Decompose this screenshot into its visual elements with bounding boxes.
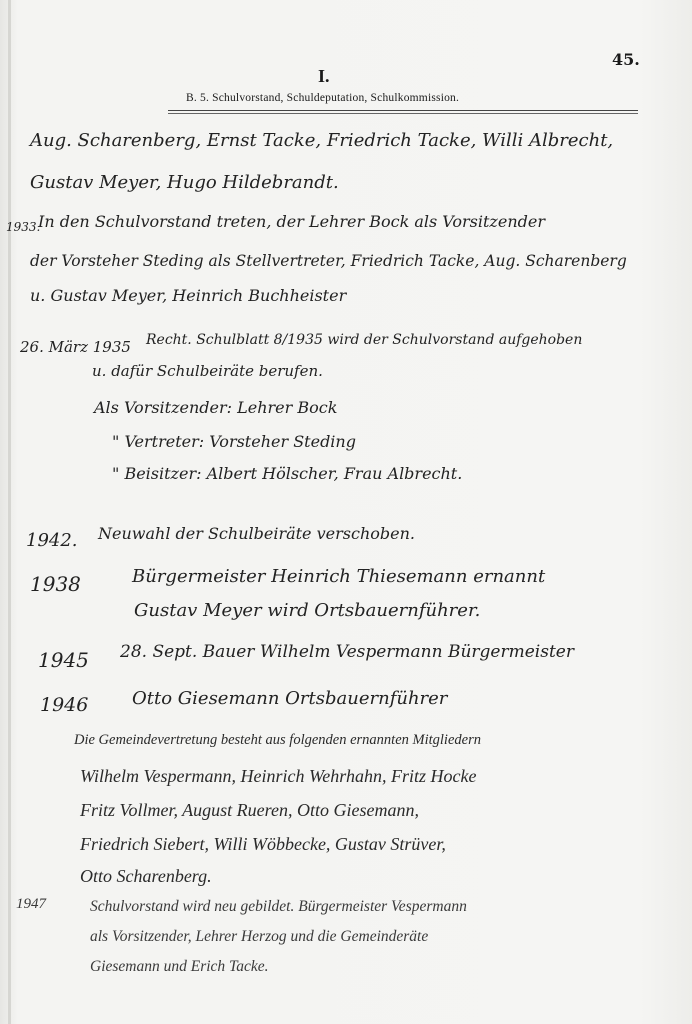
entry-line: In den Schulvorstand treten, der Lehrer Bock als Vorsitzender <box>38 212 545 231</box>
entry-line: Otto Scharenberg. <box>80 866 212 886</box>
entry-line: Neuwahl der Schulbeiräte verschoben. <box>98 524 415 543</box>
entry-year: 1938 <box>30 572 81 596</box>
section-subtitle: B. 5. Schulvorstand, Schuldeputation, Schulkommission. <box>186 92 460 104</box>
entry-line: " Beisitzer: Albert Hölscher, Frau Albrecht. <box>112 464 463 483</box>
entry-line: Aug. Scharenberg, Ernst Tacke, Friedrich Tacke, Willi Albrecht, <box>30 130 614 151</box>
entry-line: Schulvorstand wird neu gebildet. Bürgermeister Vespermann <box>90 898 467 915</box>
entry-year: 1942. <box>26 530 78 551</box>
entry-line: Wilhelm Vespermann, Heinrich Wehrhahn, Fritz Hocke <box>80 766 477 786</box>
entry-line: Fritz Vollmer, August Rueren, Otto Giesemann, <box>80 800 419 820</box>
entry-line: Die Gemeindevertretung besteht aus folgenden ernannten Mitgliedern <box>74 732 481 748</box>
entry-line: Otto Giesemann Ortsbauernführer <box>132 688 448 709</box>
page-number: 45. <box>612 50 640 69</box>
entry-line: der Vorsteher Steding als Stellvertreter, Friedrich Tacke, Aug. Scharenberg <box>30 252 627 270</box>
entry-line: Gustav Meyer, Hugo Hildebrandt. <box>30 172 339 193</box>
entry-line: Gustav Meyer wird Ortsbauernführer. <box>134 600 481 621</box>
entry-year: 1946 <box>40 694 89 716</box>
header-rule <box>168 110 638 111</box>
entry-line: " Vertreter: Vorsteher Steding <box>112 432 356 451</box>
entry-line: Friedrich Siebert, Willi Wöbbecke, Gustav Strüver, <box>80 834 446 854</box>
section-roman-numeral: I. <box>318 66 330 86</box>
entry-line: Als Vorsitzender: Lehrer Bock <box>94 398 338 417</box>
entry-line: Recht. Schulblatt 8/1935 wird der Schulvorstand aufgehoben <box>146 332 583 348</box>
entry-year: 1933. <box>6 220 41 234</box>
entry-line: 28. Sept. Bauer Wilhelm Vespermann Bürgermeister <box>120 642 574 662</box>
entry-line: u. dafür Schulbeiräte berufen. <box>92 362 323 380</box>
page-edge-shadow <box>8 0 11 1024</box>
entry-line: u. Gustav Meyer, Heinrich Buchheister <box>30 286 347 305</box>
header-rule-double <box>168 113 638 114</box>
entry-year: 26. März 1935 <box>20 338 131 356</box>
entry-line: als Vorsitzender, Lehrer Herzog und die Gemeinderäte <box>90 928 429 945</box>
entry-year: 1945 <box>38 648 89 672</box>
entry-line: Bürgermeister Heinrich Thiesemann ernannt <box>132 566 546 587</box>
entry-line: Giesemann und Erich Tacke. <box>90 958 269 975</box>
entry-year: 1947 <box>16 896 46 912</box>
